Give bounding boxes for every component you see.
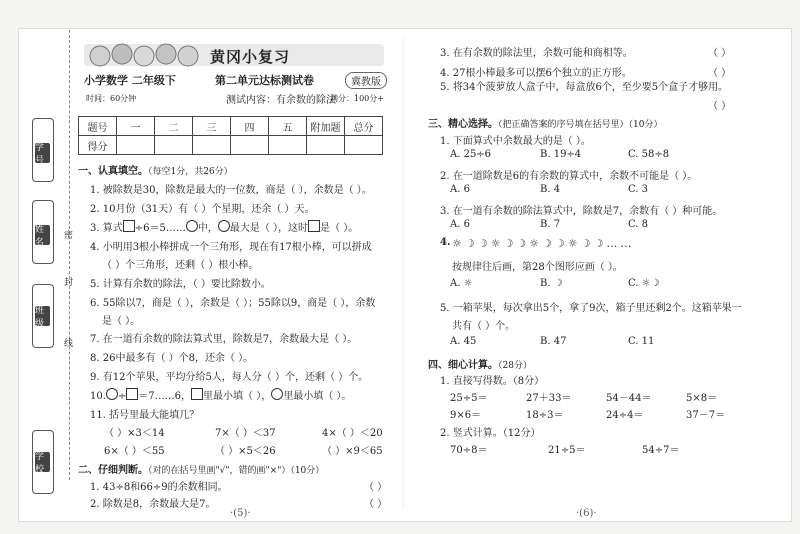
judge-question-1: 1. 43÷8和66÷9的余数相同。 <box>90 482 228 493</box>
fill-question-6-cont: 是（ ）。 <box>102 316 141 327</box>
choice-question-4: 按规律往后画，第28个图形应画（ ）。 <box>452 262 623 273</box>
q10-text: ÷ <box>117 391 127 402</box>
choice-question-4-number: 4. <box>440 237 451 248</box>
circle-icon <box>271 388 283 400</box>
fill-question-11: 11. 括号里最大能填几？ <box>90 410 200 421</box>
calc-item: 9×6＝ <box>450 410 482 421</box>
page-divider <box>403 38 404 508</box>
seal-word: 密 <box>64 231 74 241</box>
shape-pattern-icon: ☼☽☽☼☽☽☼☽☽☼☽☽…… <box>452 237 635 250</box>
score-cell[interactable] <box>307 136 345 155</box>
score-cell[interactable] <box>193 136 231 155</box>
score-cell[interactable] <box>117 136 155 155</box>
q11-item: （ ）×5＜26 <box>215 446 276 457</box>
q3-text: 是（ ）。 <box>320 223 359 234</box>
answer-paren[interactable]: （ ） <box>364 499 388 510</box>
section-1-heading <box>78 162 233 177</box>
fill-question-9: 9. 有12个苹果，平均分给5人，每人分（ ）个，还剩（ ）个。 <box>90 372 369 383</box>
school-label: 学校 <box>35 452 50 472</box>
fill-question-2: 2. 10月份（31天）有（ ）个星期，还余（ ）天。 <box>90 204 315 215</box>
score-table <box>78 116 383 155</box>
section-3-heading <box>428 115 662 130</box>
section-note: （把正确答案的序号填在括号里）（10分） <box>498 120 663 130</box>
choice-option: A. 25÷6 <box>450 149 492 160</box>
calc-question-1: 1. 直接写得数。（8分） <box>440 376 545 387</box>
judge-question-4: 4. 27根小棒最多可以摆6个独立的正方形。 <box>440 68 632 79</box>
fill-question-4-cont: （ ）个三角形，还剩（ ）根小棒。 <box>102 260 259 271</box>
fill-question-7: 7. 在一道有余数的除法算式里，除数是7，余数最大是（ ）。 <box>90 334 358 345</box>
answer-paren[interactable]: （ ） <box>708 48 732 59</box>
fill-question-10 <box>90 387 351 402</box>
q3-text: ÷6＝5…… <box>134 223 186 234</box>
calc-item: 54÷7＝ <box>642 445 680 456</box>
name-label: 姓名 <box>35 225 50 245</box>
edition-badge: 冀教版 <box>345 72 387 89</box>
choice-option: C. 8 <box>628 219 649 230</box>
judge-question-5: 5. 将34个菠萝放人盒子中，每盒放6个，至少要5个盒子才够用。 <box>440 82 729 93</box>
q3-text: 最大是（ ），这时 <box>229 223 309 234</box>
section-note: （对的在括号里画"√"，错的画"×"）（10分） <box>148 466 325 476</box>
section-note: （每空1分，共26分） <box>148 167 233 177</box>
section-title: 三、精心选择。 <box>428 119 498 130</box>
q10-text: 里最小填（ ）。 <box>283 391 352 402</box>
score-cell[interactable] <box>345 136 383 155</box>
q10-text: ＝7……6， <box>138 391 192 402</box>
choice-option: B. ☽ <box>540 278 563 289</box>
section-2-heading <box>78 461 324 476</box>
choice-option: B. 19÷4 <box>540 149 582 160</box>
fill-question-5: 5. 计算有余数的除法，（ ）要比除数小。 <box>90 279 271 290</box>
q11-item: （ ）×9＜65 <box>322 446 383 457</box>
calc-item: 25÷5＝ <box>450 393 488 404</box>
q3-text: 中， <box>197 223 218 234</box>
choice-option: A. 6 <box>450 219 470 230</box>
choice-question-5-cont: 共有（ ）个。 <box>452 321 516 332</box>
page-number-right: ·(6)· <box>576 508 597 519</box>
square-icon <box>123 220 135 232</box>
seal-word: 封 <box>64 278 74 288</box>
fill-question-6: 6. 55除以7，商是（ ），余数是（ ）；55除以9，商是（ ），余数 <box>90 298 376 309</box>
square-icon <box>308 220 320 232</box>
section-title: 一、认真填空。 <box>78 166 148 177</box>
score-header: 三 <box>193 117 231 136</box>
section-title: 二、仔细判断。 <box>78 465 148 476</box>
choice-option: A. 45 <box>450 336 477 347</box>
time-limit: 时间：60分钟 <box>86 94 137 103</box>
section-note: （28分） <box>498 361 532 371</box>
q11-item: （ ）×3＜14 <box>104 428 165 439</box>
score-header: 总分 <box>345 117 383 136</box>
full-score: 满分：100分+ <box>330 94 384 103</box>
calc-item: 27＋33＝ <box>526 393 572 404</box>
class-label: 班级 <box>35 306 50 326</box>
circle-icon <box>106 388 118 400</box>
page-number: 5 <box>237 508 244 519</box>
page-number-left: ·(5)· <box>230 508 251 519</box>
q11-item: 6×（ ）＜55 <box>104 446 165 457</box>
choice-option: C. 11 <box>628 336 655 347</box>
q11-item: 7×（ ）＜37 <box>215 428 276 439</box>
score-cell[interactable] <box>155 136 193 155</box>
score-header: 一 <box>117 117 155 136</box>
q3-text: 3. 算式 <box>90 223 123 234</box>
test-content: 测试内容：有余数的除法 <box>226 95 336 106</box>
judge-question-2: 2. 除数是8，余数最大是7。 <box>90 499 216 510</box>
score-header: 五 <box>269 117 307 136</box>
fill-question-3 <box>90 219 358 234</box>
choice-question-2: 2. 在一道除数是6的有余数的算式中，余数不可能是（ ）。 <box>440 171 698 182</box>
fill-question-8: 8. 26中最多有（ ）个8，还余（ ）。 <box>90 353 254 364</box>
children-illustration <box>86 42 206 70</box>
seal-word: 线 <box>64 339 74 349</box>
section-4-heading <box>428 356 532 371</box>
score-cell[interactable] <box>231 136 269 155</box>
score-row <box>79 136 383 155</box>
fill-question-4: 4. 小明用3根小棒拼成一个三角形，现在有17根小棒，可以拼成 <box>90 242 372 253</box>
circle-icon <box>218 220 230 232</box>
score-header: 二 <box>155 117 193 136</box>
calc-item: 24÷4＝ <box>606 410 644 421</box>
calc-item: 70÷8＝ <box>450 445 488 456</box>
answer-paren[interactable]: （ ） <box>708 101 732 112</box>
q11-item: 4×（ ）＜20 <box>322 428 383 439</box>
brand-logo: 黄冈小复习 <box>210 48 291 66</box>
choice-question-3: 3. 在一道有余数的除法算式中，除数是7，余数有（ ）种可能。 <box>440 206 723 217</box>
choice-question-1: 1. 下面算式中余数最大的是（ ）。 <box>440 136 591 147</box>
calc-item: 37－7＝ <box>686 410 726 421</box>
choice-option: B. 4 <box>540 184 561 195</box>
choice-option: A. ☼ <box>450 278 473 289</box>
answer-paren[interactable]: （ ） <box>364 482 388 493</box>
judge-question-3: 3. 在有余数的除法里，余数可能和商相等。 <box>440 48 633 59</box>
calc-item: 54－44＝ <box>606 393 652 404</box>
score-cell[interactable] <box>269 136 307 155</box>
fill-question-1: 1. 被除数是30，除数是最大的一位数，商是（ ），余数是（ ）。 <box>90 185 372 196</box>
score-row-label: 得分 <box>79 136 117 155</box>
choice-option: B. 47 <box>540 336 567 347</box>
score-header: 题号 <box>79 117 117 136</box>
score-header-row <box>79 117 383 136</box>
calc-item: 5×8＝ <box>686 393 718 404</box>
calc-question-2: 2. 竖式计算。（12分） <box>440 428 541 439</box>
calc-item: 18÷3＝ <box>526 410 564 421</box>
answer-paren[interactable]: （ ） <box>708 68 732 79</box>
q10-text: 里最小填（ ）， <box>203 391 272 402</box>
circle-icon <box>186 220 198 232</box>
student-id-label: 学号 <box>35 143 50 163</box>
choice-option: C. 58÷8 <box>628 149 670 160</box>
square-icon <box>126 388 138 400</box>
subject-grade: 小学数学 二年级下 <box>84 74 176 87</box>
choice-option: B. 7 <box>540 219 561 230</box>
choice-option: C. 3 <box>628 184 649 195</box>
exam-title: 第二单元达标测试卷 <box>215 74 314 87</box>
square-icon <box>191 388 203 400</box>
choice-option: A. 6 <box>450 184 470 195</box>
choice-option: C. ☼☽ <box>628 278 660 289</box>
score-header: 附加题 <box>307 117 345 136</box>
score-header: 四 <box>231 117 269 136</box>
q10-text: 10. <box>90 391 106 402</box>
section-title: 四、细心计算。 <box>428 360 498 371</box>
calc-item: 21÷5＝ <box>548 445 586 456</box>
page-number: 6 <box>583 508 590 519</box>
choice-question-5: 5. 一箱苹果，每次拿出5个，拿了9次，箱子里还剩2个。这箱苹果一 <box>440 303 742 314</box>
